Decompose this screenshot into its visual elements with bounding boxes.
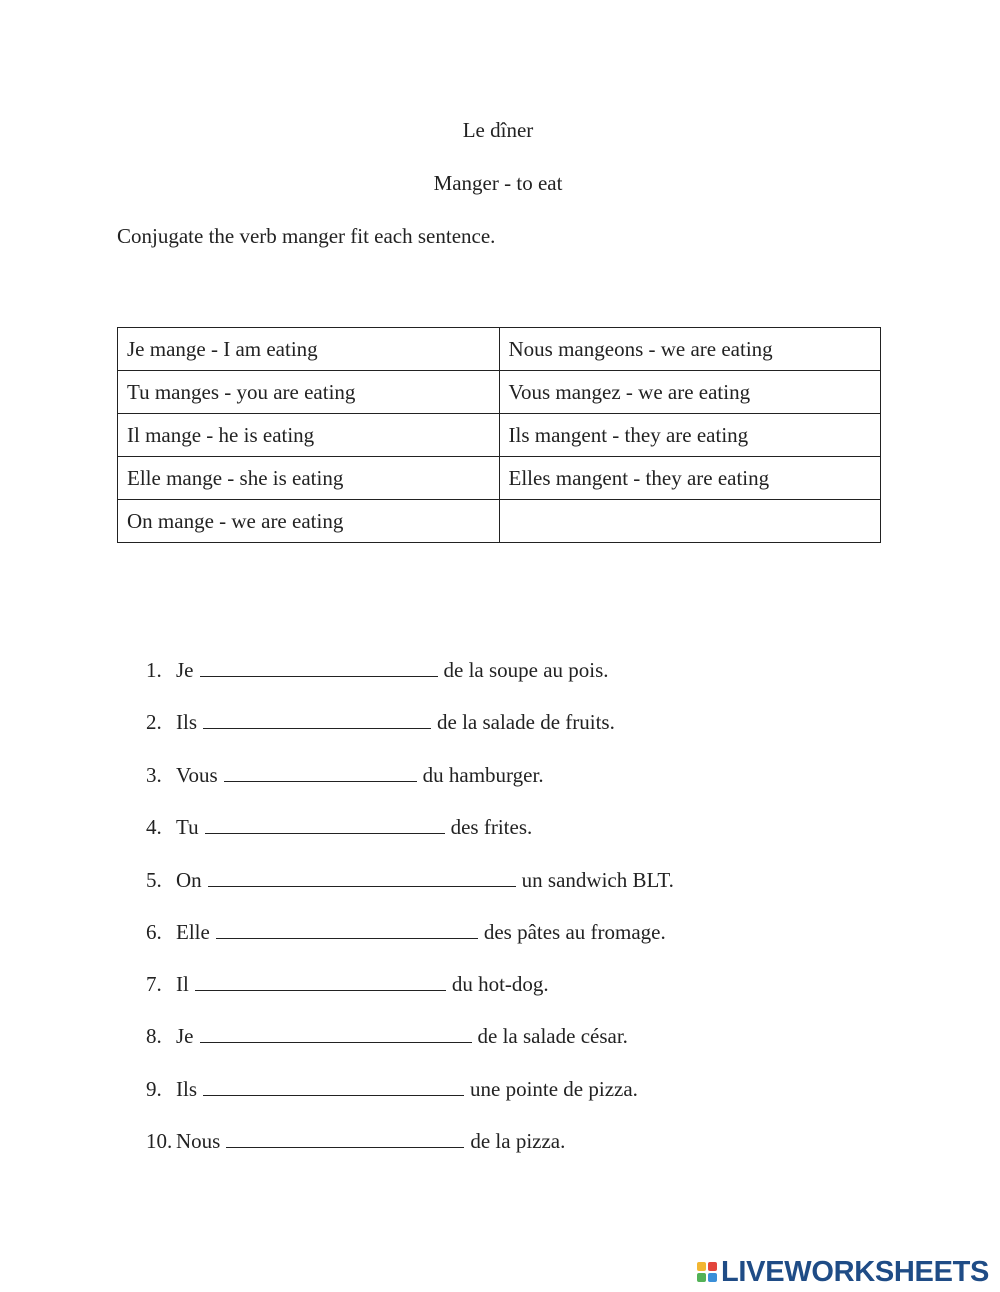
table-row	[118, 328, 881, 371]
table-cell: Nous mangeons - we are eating	[499, 328, 881, 371]
answer-blank[interactable]	[203, 710, 431, 729]
exercise-number: 10.	[146, 1129, 173, 1153]
answer-blank[interactable]	[200, 658, 438, 677]
exercise-number: 6.	[146, 920, 162, 944]
document-title: Le dîner	[462, 118, 534, 142]
answer-blank[interactable]	[208, 868, 516, 887]
table-row	[118, 500, 881, 543]
exercise-subject: Tu	[176, 815, 199, 839]
exercise-number: 2.	[146, 710, 162, 734]
exercise-item	[146, 972, 549, 996]
answer-blank[interactable]	[203, 1077, 464, 1096]
exercise-item	[146, 710, 615, 734]
table-cell: Vous mangez - we are eating	[499, 371, 881, 414]
exercise-item	[146, 763, 544, 787]
table-cell: On mange - we are eating	[118, 500, 500, 543]
exercise-item	[146, 815, 532, 839]
exercise-number: 1.	[146, 658, 162, 682]
exercise-subject: On	[176, 868, 202, 892]
exercise-number: 8.	[146, 1024, 162, 1048]
table-cell: Elle mange - she is eating	[118, 457, 500, 500]
instructions: Conjugate the verb manger fit each sentence.	[117, 224, 496, 248]
exercise-ending: de la soupe au pois.	[443, 658, 609, 682]
exercise-number: 5.	[146, 868, 162, 892]
exercise-subject: Il	[176, 972, 189, 996]
liveworksheets-logo-icon	[697, 1262, 717, 1282]
table-cell: Je mange - I am eating	[118, 328, 500, 371]
table-cell: Tu manges - you are eating	[118, 371, 500, 414]
table-row	[118, 371, 881, 414]
exercise-subject: Nous	[176, 1129, 221, 1153]
exercise-ending: une pointe de pizza.	[470, 1077, 638, 1101]
table-cell: Elles mangent - they are eating	[499, 457, 881, 500]
exercise-item	[146, 1077, 638, 1101]
exercise-number: 9.	[146, 1077, 162, 1101]
conjugation-table	[117, 327, 881, 543]
exercise-item	[146, 1024, 628, 1048]
exercise-ending: de la pizza.	[470, 1129, 566, 1153]
table-cell: Il mange - he is eating	[118, 414, 500, 457]
answer-blank[interactable]	[224, 763, 417, 782]
answer-blank[interactable]	[200, 1024, 472, 1043]
exercise-ending: un sandwich BLT.	[521, 868, 674, 892]
liveworksheets-logo	[697, 1252, 989, 1292]
exercise-ending: de la salade césar.	[477, 1024, 628, 1048]
exercise-ending: du hamburger.	[422, 763, 544, 787]
answer-blank[interactable]	[216, 920, 478, 939]
answer-blank[interactable]	[195, 972, 446, 991]
exercise-ending: de la salade de fruits.	[437, 710, 615, 734]
exercise-item	[146, 658, 609, 682]
exercise-ending: des frites.	[450, 815, 533, 839]
exercise-number: 3.	[146, 763, 162, 787]
exercise-subject: Elle	[176, 920, 210, 944]
exercise-ending: des pâtes au fromage.	[483, 920, 666, 944]
exercise-item	[146, 868, 674, 892]
table-row	[118, 457, 881, 500]
exercise-subject: Vous	[176, 763, 218, 787]
table-cell: Ils mangent - they are eating	[499, 414, 881, 457]
exercise-number: 4.	[146, 815, 162, 839]
logo-text: LIVEWORKSHEETS	[721, 1255, 990, 1288]
document-subtitle: Manger - to eat	[433, 171, 563, 195]
exercise-subject: Je	[176, 658, 194, 682]
exercise-number: 7.	[146, 972, 162, 996]
table-cell	[499, 500, 881, 543]
exercise-subject: Ils	[176, 1077, 197, 1101]
exercise-item	[146, 1129, 565, 1153]
exercise-ending: du hot-dog.	[451, 972, 549, 996]
table-row	[118, 414, 881, 457]
answer-blank[interactable]	[226, 1129, 464, 1148]
answer-blank[interactable]	[205, 815, 445, 834]
exercise-subject: Ils	[176, 710, 197, 734]
exercise-subject: Je	[176, 1024, 194, 1048]
exercise-item	[146, 920, 666, 944]
